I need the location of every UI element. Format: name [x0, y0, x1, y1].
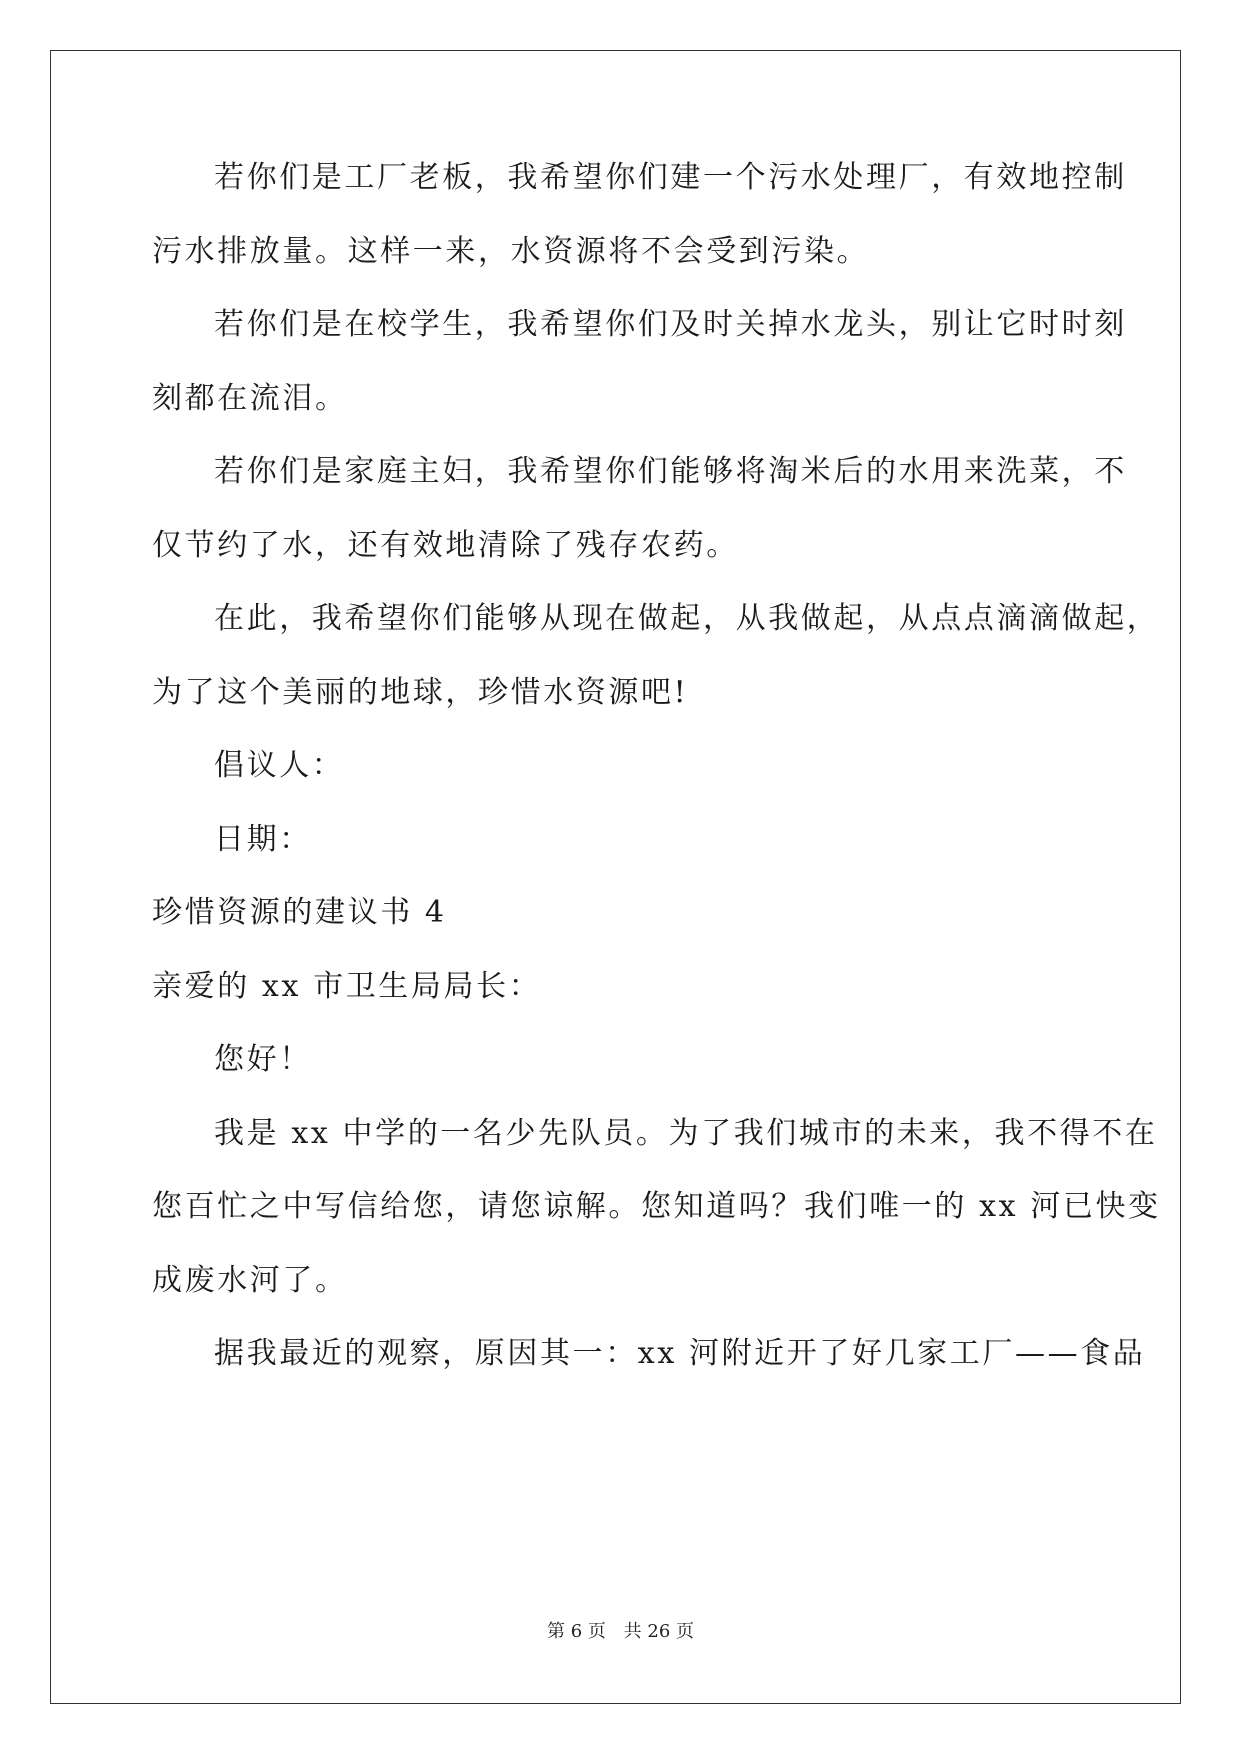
paragraph-line: 在此，我希望你们能够从现在做起，从我做起，从点点滴滴做起，	[214, 601, 1160, 636]
paragraph-line: 为了这个美丽的地球，珍惜水资源吧!	[152, 675, 689, 710]
signature-label: 倡议人：	[214, 748, 345, 783]
paragraph-line: 刻都在流泪。	[152, 381, 348, 416]
salutation: 亲爱的 xx 市卫生局局长：	[152, 969, 542, 1004]
paragraph-line: 污水排放量。这样一来，水资源将不会受到污染。	[152, 234, 870, 269]
page-footer	[0, 1620, 1241, 1644]
paragraph-line: 仅节约了水，还有效地清除了残存农药。	[152, 528, 739, 563]
paragraph-line: 我是 xx 中学的一名少先队员。为了我们城市的未来，我不得不在	[214, 1116, 1158, 1151]
page-border	[50, 50, 1181, 1704]
paragraph-line: 据我最近的观察，原因其一：xx 河附近开了好几家工厂——食品	[214, 1336, 1146, 1371]
current-page-number: 第 6 页	[547, 1621, 606, 1642]
paragraph-line: 若你们是在校学生，我希望你们及时关掉水龙头，别让它时时刻	[214, 307, 1127, 342]
total-page-count: 共 26 页	[623, 1621, 694, 1642]
paragraph-line: 若你们是工厂老板，我希望你们建一个污水处理厂，有效地控制	[214, 160, 1127, 195]
section-title: 珍惜资源的建议书 4	[152, 895, 447, 930]
paragraph-line: 成废水河了。	[152, 1263, 348, 1298]
date-label: 日期：	[214, 822, 312, 857]
greeting: 您好！	[214, 1042, 312, 1077]
paragraph-line: 您百忙之中写信给您，请您谅解。您知道吗？我们唯一的 xx 河已快变	[152, 1189, 1161, 1224]
paragraph-line: 若你们是家庭主妇，我希望你们能够将淘米后的水用来洗菜，不	[214, 454, 1127, 489]
